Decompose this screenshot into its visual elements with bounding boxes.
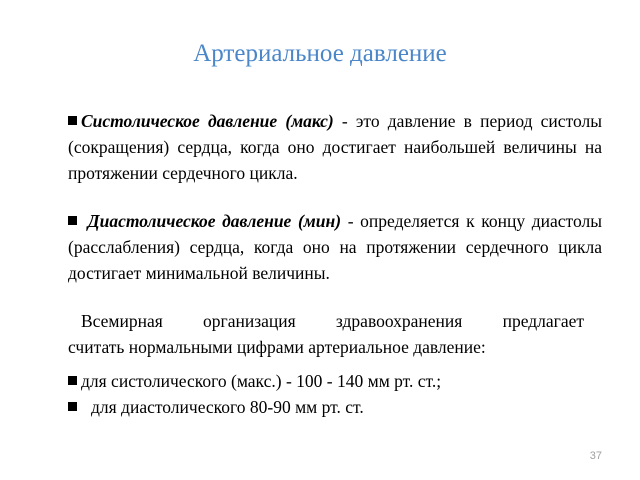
norms-list (68, 368, 602, 420)
who-paragraph (68, 308, 602, 360)
square-bullet-icon (68, 402, 77, 411)
diastolic-definition: - определяется к концу диастолы (расслабления) сердца, когда оно на протяжении сердечного цикла достигает минимальной величины. (68, 211, 602, 283)
square-bullet-icon (68, 116, 77, 125)
slide-content (68, 108, 602, 420)
page-number: 37 (589, 450, 602, 462)
systolic-term: Систолическое давление (макс) (81, 111, 334, 131)
who-line-2: считать нормальными цифрами артериальное давление: (68, 337, 486, 357)
norm-systolic (68, 368, 602, 394)
square-bullet-icon (68, 216, 77, 225)
slide-title: Артериальное давление (193, 40, 447, 67)
systolic-definition: - это давление в период систолы (сокращения) сердца, когда оно достигает наибольшей величины на протяжении сердечного цикла. (68, 111, 602, 183)
norm-systolic-text: для систолического (макс.) - 100 - 140 мм рт. ст.; (81, 371, 442, 391)
norm-diastolic (68, 394, 602, 420)
norm-diastolic-text: для диастолического 80-90 мм рт. ст. (91, 397, 364, 417)
diastolic-paragraph (68, 208, 602, 286)
diastolic-term: Диастолическое давление (мин) (81, 211, 342, 231)
who-line-1: Всемирная организация здравоохранения предлагает (81, 311, 584, 331)
square-bullet-icon (68, 376, 77, 385)
systolic-paragraph (68, 108, 602, 186)
